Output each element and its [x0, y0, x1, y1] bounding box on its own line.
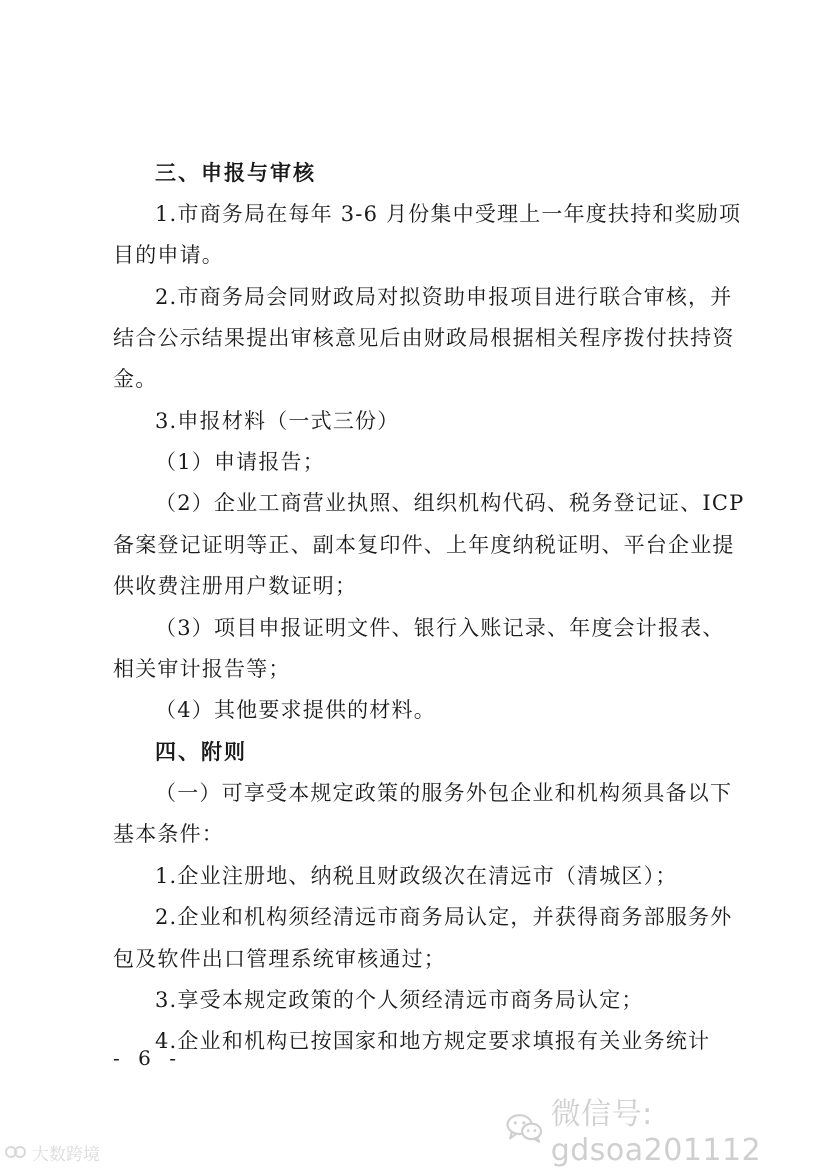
paragraph-line: 1.企业注册地、纳税且财政级次在清远市（清城区）；	[155, 864, 678, 888]
paragraph-line: 金。	[113, 367, 158, 391]
logo-mark-icon	[4, 1142, 28, 1162]
wechat-icon	[505, 1110, 543, 1146]
paragraph-line: 备案登记证明等正、副本复印件、上年度纳税证明、平台企业提	[113, 533, 735, 557]
paragraph-line: 相关审计报告等；	[113, 657, 291, 681]
paragraph-line: 供收费注册用户数证明；	[113, 574, 358, 598]
wechat-watermark	[505, 1096, 827, 1168]
paragraph-line: （1）申请报告；	[155, 450, 325, 474]
page-number: - 6 -	[113, 1046, 182, 1070]
paragraph-line: （4）其他要求提供的材料。	[155, 698, 436, 722]
paragraph-line: 2.市商务局会同财政局对拟资助申报项目进行联合审核，并	[155, 285, 733, 309]
section-heading-4: 四、附则	[155, 740, 247, 764]
wechat-id-text: 微信号: gdsoa201112	[550, 1096, 762, 1168]
paragraph-line: 包及软件出口管理系统审核通过；	[113, 947, 446, 971]
section-heading-3: 三、申报与审核	[155, 161, 316, 185]
paragraph-line: 目的申请。	[113, 243, 224, 267]
paragraph-line: （一）可享受本规定政策的服务外包企业和机构须具备以下	[155, 781, 733, 805]
paragraph-line: （3）项目申报证明文件、银行入账记录、年度会计报表、	[155, 616, 725, 640]
paragraph-line: 1.市商务局在每年 3-6 月份集中受理上一年度扶持和奖励项	[155, 202, 742, 226]
paragraph-line: 结合公示结果提出审核意见后由财政局根据相关程序拨付扶持资	[113, 326, 735, 350]
corner-logo-text: 大数跨境	[32, 1144, 100, 1165]
paragraph-line: （2）企业工商营业执照、组织机构代码、税务登记证、ICP	[155, 491, 745, 515]
paragraph-line: 3.申报材料（一式三份）	[155, 409, 400, 433]
paragraph-line: 2.企业和机构须经清远市商务局认定，并获得商务部服务外	[155, 905, 733, 929]
paragraph-line: 4.企业和机构已按国家和地方规定要求填报有关业务统计	[155, 1029, 711, 1053]
corner-logo	[4, 1140, 100, 1164]
paragraph-line: 基本条件：	[113, 822, 224, 846]
paragraph-line: 3.享受本规定政策的个人须经清远市商务局认定；	[155, 988, 644, 1012]
